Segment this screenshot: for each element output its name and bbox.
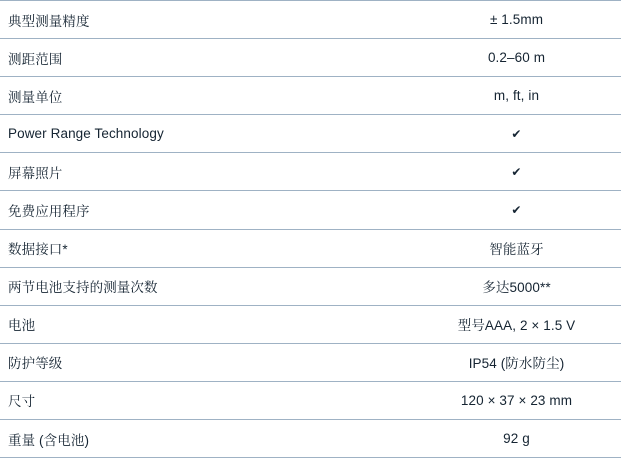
table-row <box>0 381 621 419</box>
checkmark-icon: ✔ <box>420 191 621 229</box>
spec-label: 屏幕照片 <box>0 153 420 191</box>
spec-label: 免费应用程序 <box>0 191 420 229</box>
spec-value: 92 g <box>420 420 621 458</box>
table-row <box>0 191 621 229</box>
spec-label: 重量 (含电池) <box>0 420 420 458</box>
spec-value: m, ft, in <box>420 77 621 115</box>
spec-value: 多达5000** <box>420 267 621 305</box>
spec-label: 防护等级 <box>0 343 420 381</box>
spec-value: 智能蓝牙 <box>420 229 621 267</box>
checkmark-icon: ✔ <box>420 115 621 153</box>
spec-value: 120 × 37 × 23 mm <box>420 381 621 419</box>
spec-label: 尺寸 <box>0 381 420 419</box>
spec-label: 数据接口* <box>0 229 420 267</box>
table-row <box>0 153 621 191</box>
table-row <box>0 77 621 115</box>
table-row <box>0 420 621 458</box>
spec-label: 典型测量精度 <box>0 1 420 39</box>
spec-label: Power Range Technology <box>0 115 420 153</box>
spec-value: 0.2–60 m <box>420 39 621 77</box>
spec-value: ± 1.5mm <box>420 1 621 39</box>
spec-value: IP54 (防水防尘) <box>420 343 621 381</box>
spec-label: 测距范围 <box>0 39 420 77</box>
table-row <box>0 343 621 381</box>
table-row <box>0 39 621 77</box>
checkmark-icon: ✔ <box>420 153 621 191</box>
spec-label: 测量单位 <box>0 77 420 115</box>
table-row <box>0 267 621 305</box>
spec-label: 两节电池支持的测量次数 <box>0 267 420 305</box>
table-row <box>0 305 621 343</box>
table-row <box>0 229 621 267</box>
table-row <box>0 1 621 39</box>
table-row <box>0 115 621 153</box>
spec-label: 电池 <box>0 305 420 343</box>
specifications-table-body <box>0 1 621 458</box>
spec-value: 型号AAA, 2 × 1.5 V <box>420 305 621 343</box>
